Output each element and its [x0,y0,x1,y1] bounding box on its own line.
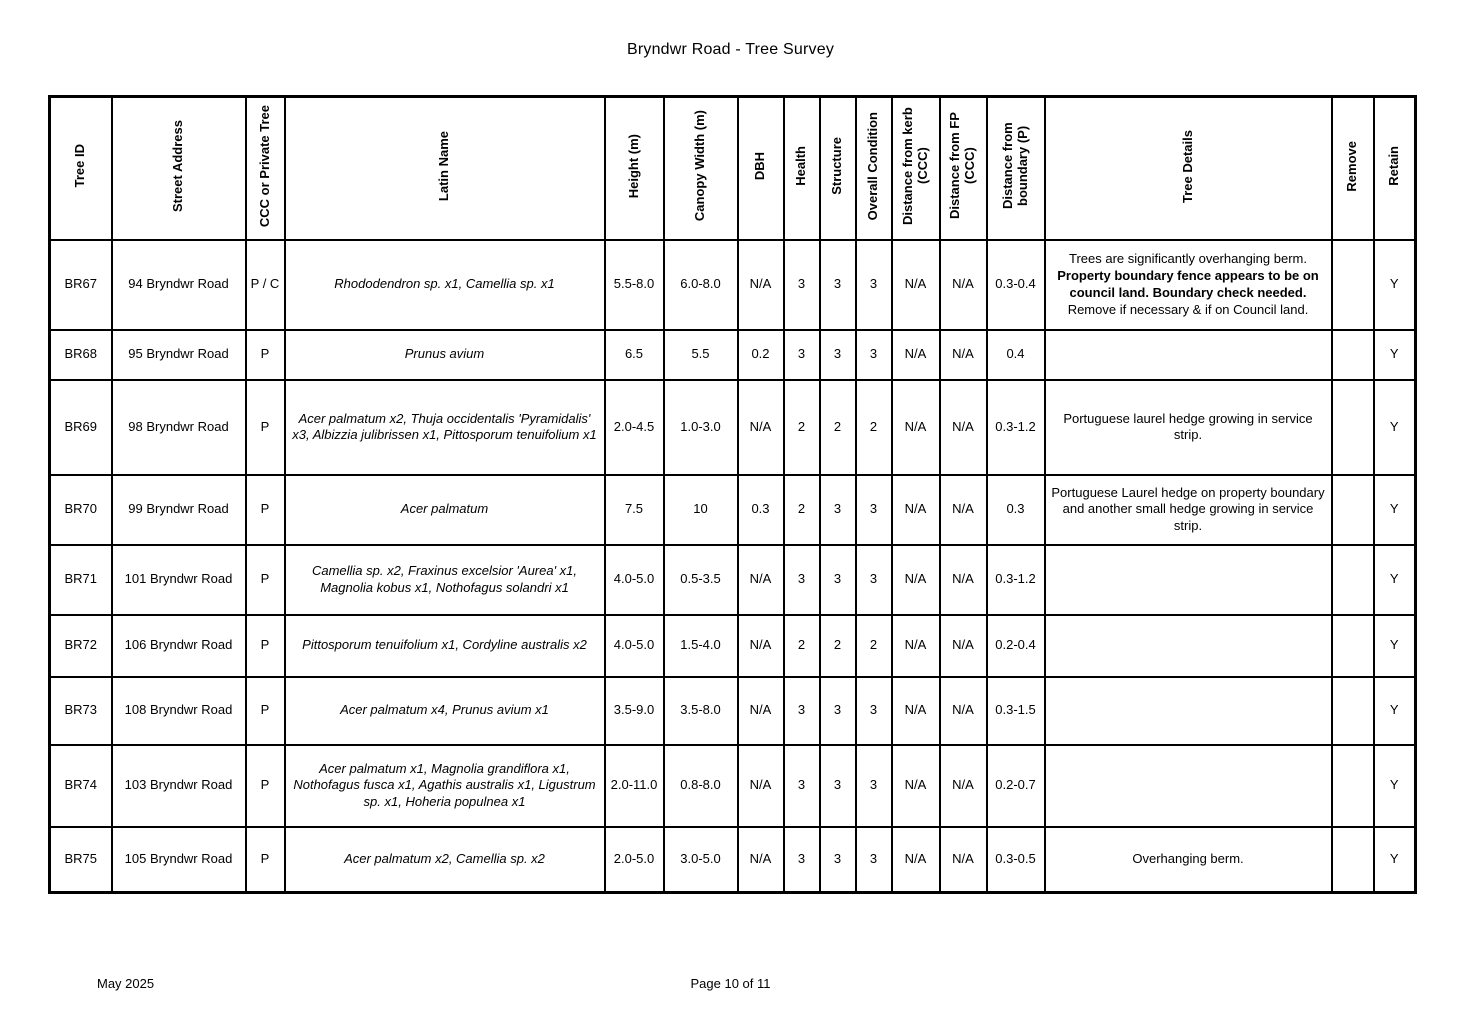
cell-height_m: 6.5 [605,330,664,380]
cell-latin_name: Rhododendron sp. x1, Camellia sp. x1 [285,240,605,330]
cell-distance_from_kerb_ccc: N/A [892,677,940,745]
column-header-label: Distance from kerb (CCC) [899,107,930,225]
table-row-br75 [50,827,1416,893]
cell-ccc_or_private: P [246,545,285,615]
cell-height_m: 2.0-5.0 [605,827,664,893]
cell-distance_from_boundary_p: 0.3-0.4 [987,240,1045,330]
cell-distance_from_boundary_p: 0.3-0.5 [987,827,1045,893]
cell-structure: 3 [820,745,856,827]
cell-tree_details [1045,677,1332,745]
cell-tree_id: BR74 [50,745,112,827]
column-header-street_address [112,97,246,240]
cell-tree_details [1045,827,1332,893]
cell-ccc_or_private: P [246,615,285,677]
cell-tree_details [1045,240,1332,330]
cell-overall_condition: 2 [856,380,892,475]
cell-distance_from_fp_ccc: N/A [940,615,987,677]
cell-tree_details [1045,330,1332,380]
cell-structure: 2 [820,380,856,475]
table-row-br70 [50,475,1416,545]
cell-dbh: N/A [738,745,784,827]
cell-dbh: N/A [738,677,784,745]
column-header-label: Overall Condition [865,111,881,221]
cell-tree_id: BR69 [50,380,112,475]
cell-health: 2 [784,475,820,545]
cell-dbh: N/A [738,380,784,475]
footer-page-number: Page 10 of 11 [690,976,771,991]
column-header-tree_id [50,97,112,240]
tree-details-text: Portuguese laurel hedge growing in service strip. [1063,410,1313,443]
cell-structure: 3 [820,827,856,893]
column-header-label: Retain [1385,146,1401,186]
cell-height_m: 5.5-8.0 [605,240,664,330]
cell-street_address: 101 Bryndwr Road [112,545,246,615]
cell-overall_condition: 3 [856,475,892,545]
cell-canopy_width_m: 5.5 [664,330,738,380]
column-header-distance_from_boundary_p [987,97,1045,240]
column-header-tree_details [1045,97,1332,240]
cell-distance_from_kerb_ccc: N/A [892,475,940,545]
cell-remove [1332,615,1374,677]
column-header-label: Canopy Width (m) [692,110,708,222]
cell-distance_from_fp_ccc: N/A [940,475,987,545]
cell-ccc_or_private: P [246,677,285,745]
table-header [50,97,1416,240]
cell-overall_condition: 3 [856,827,892,893]
cell-overall_condition: 3 [856,240,892,330]
cell-tree_id: BR75 [50,827,112,893]
cell-height_m: 3.5-9.0 [605,677,664,745]
column-header-retain [1374,97,1416,240]
cell-distance_from_kerb_ccc: N/A [892,240,940,330]
column-header-latin_name [285,97,605,240]
cell-distance_from_boundary_p: 0.2-0.7 [987,745,1045,827]
cell-remove [1332,827,1374,893]
column-header-ccc_or_private [246,97,285,240]
cell-latin_name: Acer palmatum x2, Thuja occidentalis 'Pyramidalis' x3, Albizzia julibrissen x1, Pittosporum tenuifolium x1 [285,380,605,475]
cell-street_address: 103 Bryndwr Road [112,745,246,827]
cell-tree_id: BR68 [50,330,112,380]
cell-remove [1332,745,1374,827]
column-header-label: Street Address [170,120,186,212]
column-header-label: CCC or Private Tree [256,104,272,228]
cell-distance_from_fp_ccc: N/A [940,240,987,330]
cell-tree_details [1045,380,1332,475]
table-header-row [50,97,1416,240]
cell-latin_name: Camellia sp. x2, Fraxinus excelsior 'Aurea' x1, Magnolia kobus x1, Nothofagus solandri x1 [285,545,605,615]
column-header-height_m [605,97,664,240]
cell-dbh: N/A [738,545,784,615]
cell-height_m: 7.5 [605,475,664,545]
cell-retain: Y [1374,745,1416,827]
column-header-label: Distance from FP (CCC) [947,112,977,220]
column-header-label: Health [793,146,809,186]
column-header-dbh [738,97,784,240]
cell-distance_from_kerb_ccc: N/A [892,615,940,677]
cell-street_address: 105 Bryndwr Road [112,827,246,893]
cell-height_m: 4.0-5.0 [605,545,664,615]
cell-tree_id: BR70 [50,475,112,545]
cell-health: 2 [784,380,820,475]
cell-distance_from_fp_ccc: N/A [940,677,987,745]
column-header-structure [820,97,856,240]
cell-canopy_width_m: 3.5-8.0 [664,677,738,745]
cell-distance_from_boundary_p: 0.3 [987,475,1045,545]
cell-tree_id: BR73 [50,677,112,745]
cell-street_address: 106 Bryndwr Road [112,615,246,677]
tree-details-text: Portuguese Laurel hedge on property boundary and another small hedge growing in service strip. [1051,484,1325,534]
table-row-br68 [50,330,1416,380]
column-header-label: Latin Name [436,130,452,202]
cell-retain: Y [1374,240,1416,330]
cell-canopy_width_m: 1.5-4.0 [664,615,738,677]
column-header-canopy_width_m [664,97,738,240]
column-header-label: Remove [1344,140,1360,192]
cell-ccc_or_private: P [246,330,285,380]
column-header-overall_condition [856,97,892,240]
cell-dbh: N/A [738,240,784,330]
cell-retain: Y [1374,475,1416,545]
cell-street_address: 99 Bryndwr Road [112,475,246,545]
cell-remove [1332,677,1374,745]
cell-tree_id: BR67 [50,240,112,330]
cell-retain: Y [1374,615,1416,677]
cell-structure: 3 [820,330,856,380]
column-header-label: Distance from boundary (P) [999,122,1030,210]
cell-structure: 3 [820,475,856,545]
cell-structure: 3 [820,240,856,330]
cell-retain: Y [1374,330,1416,380]
cell-tree_details [1045,615,1332,677]
cell-health: 3 [784,745,820,827]
cell-retain: Y [1374,827,1416,893]
tree-details-bold-text: Property boundary fence appears to be on council land. Boundary check needed. [1057,268,1319,300]
footer-date: May 2025 [97,976,155,991]
cell-distance_from_boundary_p: 0.4 [987,330,1045,380]
cell-ccc_or_private: P [246,745,285,827]
cell-distance_from_boundary_p: 0.3-1.2 [987,380,1045,475]
cell-remove [1332,380,1374,475]
column-header-label: DBH [752,151,768,181]
cell-overall_condition: 3 [856,330,892,380]
table-row-br71 [50,545,1416,615]
table-row-br74 [50,745,1416,827]
table-row-br72 [50,615,1416,677]
cell-distance_from_fp_ccc: N/A [940,330,987,380]
cell-structure: 2 [820,615,856,677]
tree-details-text: Overhanging berm. [1132,851,1244,867]
cell-latin_name: Acer palmatum [285,475,605,545]
column-header-label: Height (m) [625,133,641,199]
cell-structure: 3 [820,545,856,615]
tree-details-text: Trees are significantly overhanging berm. [1069,251,1307,267]
cell-canopy_width_m: 3.0-5.0 [664,827,738,893]
cell-canopy_width_m: 1.0-3.0 [664,380,738,475]
column-header-distance_from_fp_ccc [940,97,987,240]
table-row-br73 [50,677,1416,745]
cell-retain: Y [1374,677,1416,745]
cell-remove [1332,240,1374,330]
cell-height_m: 2.0-4.5 [605,380,664,475]
cell-street_address: 108 Bryndwr Road [112,677,246,745]
cell-structure: 3 [820,677,856,745]
table-body [50,240,1416,893]
cell-latin_name: Prunus avium [285,330,605,380]
cell-latin_name: Acer palmatum x2, Camellia sp. x2 [285,827,605,893]
cell-distance_from_boundary_p: 0.2-0.4 [987,615,1045,677]
cell-height_m: 2.0-11.0 [605,745,664,827]
column-header-health [784,97,820,240]
cell-tree_details [1045,545,1332,615]
column-header-label: Tree Details [1179,129,1195,203]
cell-remove [1332,475,1374,545]
cell-street_address: 94 Bryndwr Road [112,240,246,330]
cell-retain: Y [1374,380,1416,475]
cell-overall_condition: 3 [856,745,892,827]
cell-overall_condition: 3 [856,545,892,615]
cell-distance_from_kerb_ccc: N/A [892,380,940,475]
cell-height_m: 4.0-5.0 [605,615,664,677]
cell-tree_details [1045,475,1332,545]
cell-remove [1332,545,1374,615]
cell-tree_details [1045,745,1332,827]
cell-health: 3 [784,677,820,745]
cell-overall_condition: 2 [856,615,892,677]
tree-details-text: Remove if necessary & if on Council land. [1067,301,1309,317]
cell-dbh: N/A [738,615,784,677]
cell-health: 3 [784,330,820,380]
cell-distance_from_fp_ccc: N/A [940,380,987,475]
cell-canopy_width_m: 0.8-8.0 [664,745,738,827]
cell-distance_from_fp_ccc: N/A [940,745,987,827]
cell-latin_name: Acer palmatum x4, Prunus avium x1 [285,677,605,745]
cell-retain: Y [1374,545,1416,615]
cell-latin_name: Pittosporum tenuifolium x1, Cordyline australis x2 [285,615,605,677]
cell-ccc_or_private: P [246,380,285,475]
tree-survey-table [48,95,1417,894]
cell-ccc_or_private: P [246,475,285,545]
cell-street_address: 98 Bryndwr Road [112,380,246,475]
column-header-label: Structure [829,137,845,195]
cell-distance_from_kerb_ccc: N/A [892,745,940,827]
cell-canopy_width_m: 6.0-8.0 [664,240,738,330]
cell-health: 3 [784,240,820,330]
cell-distance_from_kerb_ccc: N/A [892,545,940,615]
page-title: Bryndwr Road - Tree Survey [626,41,835,58]
cell-dbh: N/A [738,827,784,893]
cell-dbh: 0.3 [738,475,784,545]
table-row-br67 [50,240,1416,330]
cell-distance_from_fp_ccc: N/A [940,827,987,893]
cell-tree_id: BR72 [50,615,112,677]
cell-health: 3 [784,545,820,615]
cell-distance_from_boundary_p: 0.3-1.2 [987,545,1045,615]
cell-dbh: 0.2 [738,330,784,380]
column-header-remove [1332,97,1374,240]
cell-health: 2 [784,615,820,677]
cell-distance_from_kerb_ccc: N/A [892,827,940,893]
cell-street_address: 95 Bryndwr Road [112,330,246,380]
cell-distance_from_boundary_p: 0.3-1.5 [987,677,1045,745]
cell-tree_id: BR71 [50,545,112,615]
column-header-label: Tree ID [72,144,88,188]
cell-distance_from_fp_ccc: N/A [940,545,987,615]
cell-ccc_or_private: P [246,827,285,893]
cell-latin_name: Acer palmatum x1, Magnolia grandiflora x1, Nothofagus fusca x1, Agathis australis x1, Ligustrum sp. x1, Hoheria populnea x1 [285,745,605,827]
cell-distance_from_kerb_ccc: N/A [892,330,940,380]
cell-health: 3 [784,827,820,893]
cell-canopy_width_m: 10 [664,475,738,545]
cell-ccc_or_private: P / C [246,240,285,330]
cell-remove [1332,330,1374,380]
cell-canopy_width_m: 0.5-3.5 [664,545,738,615]
cell-overall_condition: 3 [856,677,892,745]
column-header-distance_from_kerb_ccc [892,97,940,240]
table-row-br69 [50,380,1416,475]
